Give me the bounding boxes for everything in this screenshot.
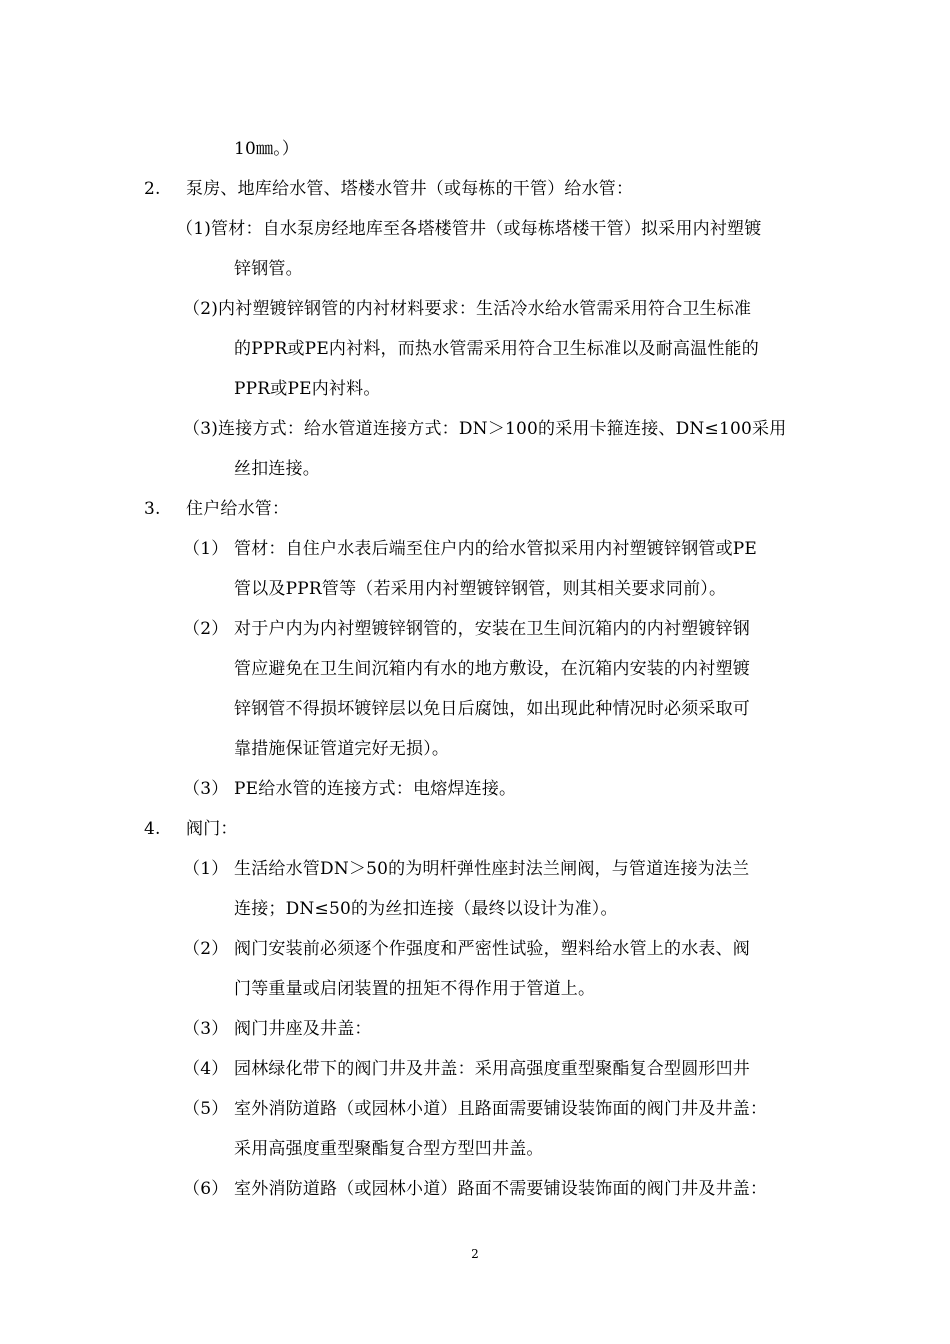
text-line: 10㎜。） xyxy=(234,139,300,159)
text-line: 靠措施保证管道完好无损）。 xyxy=(234,739,450,759)
section-number: 3. xyxy=(144,499,161,519)
text-line: 锌钢管不得损坏镀锌层以免日后腐蚀，如出现此种情况时必须采取可 xyxy=(234,699,750,719)
text-line: 生活给水管DN＞50的为明杆弹性座封法兰闸阀，与管道连接为法兰 xyxy=(234,859,750,879)
text-line: 阀门井座及井盖： xyxy=(234,1019,372,1039)
section-number: 2. xyxy=(144,179,161,199)
text-line: 管以及PPR管等（若采用内衬塑镀锌钢管，则其相关要求同前）。 xyxy=(234,579,727,599)
text-line: 门等重量或启闭装置的扭矩不得作用于管道上。 xyxy=(234,979,596,999)
item-marker: （1） xyxy=(183,539,229,559)
text-line: 丝扣连接。 xyxy=(234,459,320,479)
text-line: 阀门安装前必须逐个作强度和严密性试验，塑料给水管上的水表、阀 xyxy=(234,939,750,959)
item-marker: （4） xyxy=(183,1059,229,1079)
item-marker: （5） xyxy=(183,1099,229,1119)
text-line: 连接；DN≤50的为丝扣连接（最终以设计为准）。 xyxy=(234,899,618,919)
section-number: 4. xyxy=(144,819,161,839)
text-line: 园林绿化带下的阀门井及井盖：采用高强度重型聚酯复合型圆形凹井 xyxy=(234,1059,750,1079)
text-line: （3)连接方式：给水管道连接方式：DN＞100的采用卡箍连接、DN≤100采用 xyxy=(183,419,787,439)
text-line: 锌钢管。 xyxy=(234,259,303,279)
section-heading: 住户给水管： xyxy=(186,499,290,519)
text-line: PE给水管的连接方式：电熔焊连接。 xyxy=(234,779,517,799)
text-line: 室外消防道路（或园林小道）路面不需要铺设装饰面的阀门井及井盖： xyxy=(234,1179,768,1199)
item-marker: （3） xyxy=(183,1019,229,1039)
section-heading: 阀门： xyxy=(186,819,238,839)
text-line: （1)管材：自水泵房经地库至各塔楼管井（或每栋塔楼干管）拟采用内衬塑镀 xyxy=(176,219,762,239)
text-line: 管应避免在卫生间沉箱内有水的地方敷设，在沉箱内安装的内衬塑镀 xyxy=(234,659,750,679)
text-line: PPR或PE内衬料。 xyxy=(234,379,381,399)
item-marker: （2） xyxy=(183,939,229,959)
section-heading: 泵房、地库给水管、塔楼水管井（或每栋的干管）给水管： xyxy=(186,179,634,199)
text-line: 采用高强度重型聚酯复合型方型凹井盖。 xyxy=(234,1139,544,1159)
text-line: 管材：自住户水表后端至住户内的给水管拟采用内衬塑镀锌钢管或PE xyxy=(234,539,758,559)
item-marker: （1） xyxy=(183,859,229,879)
text-line: 对于户内为内衬塑镀锌钢管的，安装在卫生间沉箱内的内衬塑镀锌钢 xyxy=(234,619,750,639)
text-line: （2)内衬塑镀锌钢管的内衬材料要求：生活冷水给水管需采用符合卫生标准 xyxy=(183,299,752,319)
text-line: 室外消防道路（或园林小道）且路面需要铺设装饰面的阀门井及井盖： xyxy=(234,1099,768,1119)
text-line: 的PPR或PE内衬料，而热水管需采用符合卫生标准以及耐高温性能的 xyxy=(234,339,759,359)
item-marker: （2） xyxy=(183,619,229,639)
item-marker: （3） xyxy=(183,779,229,799)
item-marker: （6） xyxy=(183,1179,229,1199)
page-number: 2 xyxy=(471,1247,479,1261)
